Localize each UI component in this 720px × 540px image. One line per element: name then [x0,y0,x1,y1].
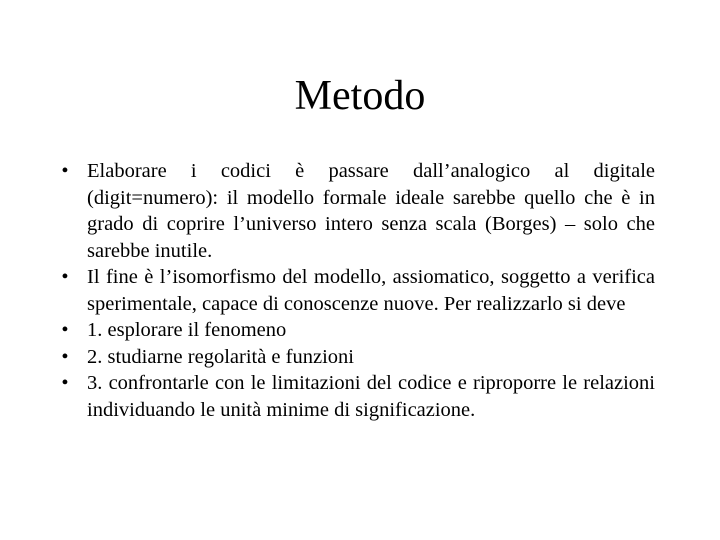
bullet-text: 2. studiarne regolarità e funzioni [87,345,354,368]
bullet-dot-icon: • [61,319,69,341]
bullet-dot-icon: • [61,372,69,394]
bullet-item [55,264,655,317]
bullet-item [55,317,655,344]
bullet-text: 3. confrontarle con le limitazioni del codice e riproporre le relazioni individuando le unità minime di significazione. [87,372,655,421]
slide-title: Metodo [294,73,426,119]
bullet-item [55,158,655,264]
bullet-text: Elaborare i codici è passare dall’analogico al digitale (digit=numero): il modello formale ideale sarebbe quello che è in grado di coprire l’universo intero senza scala (Borges) – solo che sarebbe inutile. [87,160,655,262]
bullet-item [55,370,655,423]
bullet-text: Il fine è l’isomorfismo del modello, assiomatico, soggetto a verifica sperimentale, capace di conoscenze nuove. Per realizzarlo si deve [87,266,655,315]
bullet-list [55,158,655,423]
bullet-dot-icon: • [61,266,69,288]
bullet-item [55,344,655,371]
bullet-dot-icon: • [61,160,69,182]
bullet-text: 1. esplorare il fenomeno [87,319,287,341]
bullet-dot-icon: • [61,345,69,368]
